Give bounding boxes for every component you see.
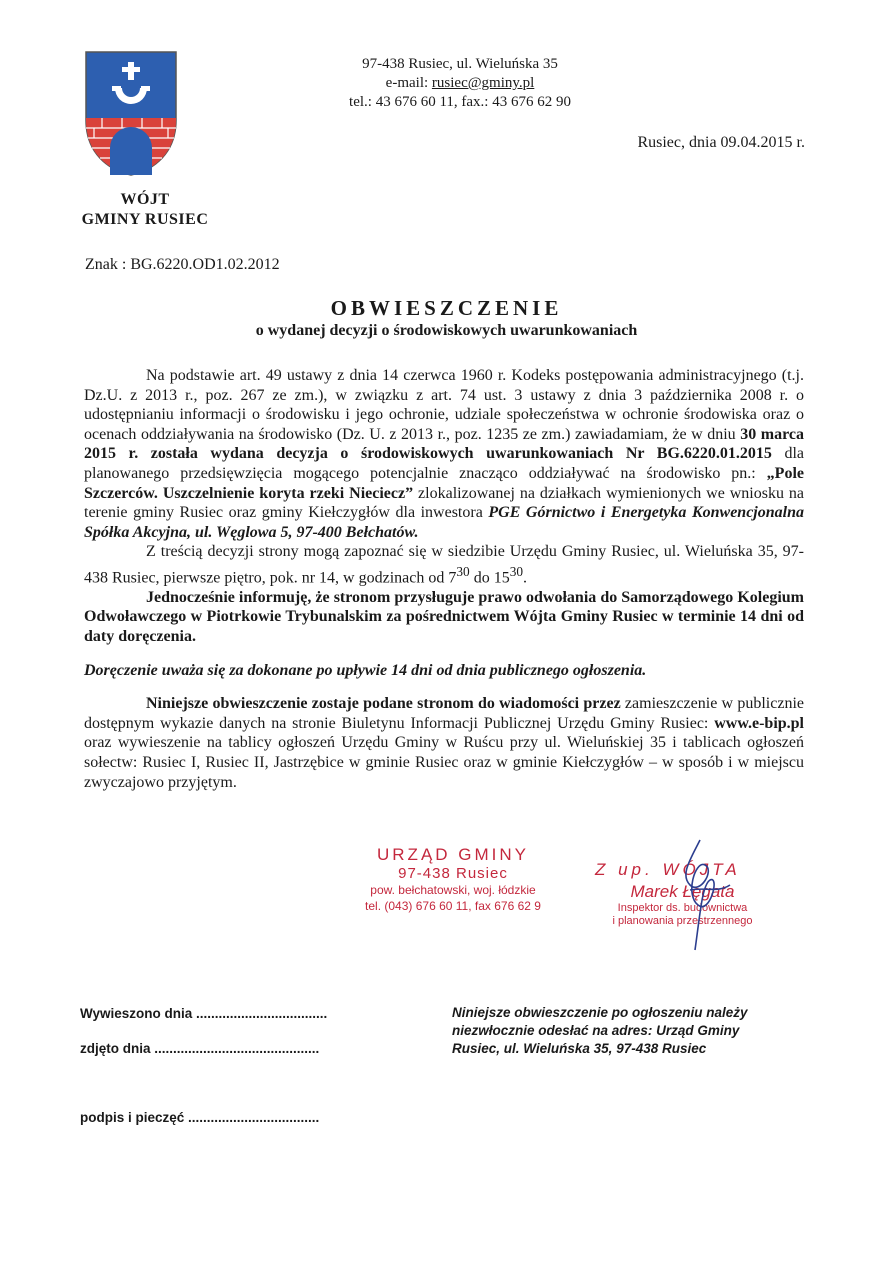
document-body bbox=[84, 366, 804, 792]
document-title: OBWIESZCZENIE bbox=[330, 296, 563, 320]
return-address-note: Niniejsze obwieszczenie po ogłoszeniu należy niezwłocznie odesłać na adres: Urząd Gminy Rusiec, ul. Wieluńska 35, 97-438 Rusiec bbox=[452, 1005, 748, 1056]
p5-text-a: Niniejsze obwieszczenie zostaje podane stronom do wiadomości przez bbox=[146, 695, 621, 713]
stamp-line-1: URZĄD GMINY bbox=[377, 845, 529, 864]
project-name: „Pole Szczerców. Uszczelnienie koryta rzeki Nieciecz” bbox=[84, 464, 804, 502]
municipal-coat-of-arms-icon bbox=[82, 48, 180, 178]
email-link[interactable]: rusiec@gminy.pl bbox=[431, 75, 535, 91]
paragraph-access bbox=[84, 542, 804, 588]
p1-text-c: dla planowanego przedsięwzięcia mogącego potencjalnie znacząco oddziaływać na środowisko pn.: bbox=[84, 445, 804, 482]
signature-field: podpis i pieczęć ................................... bbox=[80, 1110, 320, 1125]
investor-name: PGE Górnictwo i Energetyka Konwencjonalna Spółka Akcyjna, ul. Węglowa 5, 97-400 Bełchatów. bbox=[84, 504, 804, 541]
hours-from-minutes: 30 bbox=[456, 563, 470, 579]
phone-line: tel.: 43 676 60 11, fax.: 43 676 62 90 bbox=[349, 94, 571, 110]
p5-text-d: oraz wywieszenie na tablicy ogłoszeń Urzędu Gminy w Ruścu przy ul. Wieluńskiej 35 i tablicach ogłoszeń sołectw: Rusiec I, Rusiec II, Jastrzębice w gminie Rusiec oraz w gminie Kiełczygłów – w sposób i w miejscu zwyczajowo przyjętym. bbox=[84, 734, 804, 791]
address-line: 97-438 Rusiec, ul. Wieluńska 35 bbox=[362, 56, 558, 72]
email-label: e-mail: bbox=[385, 75, 432, 91]
paragraph-delivery bbox=[84, 661, 804, 681]
paragraph-legal-basis bbox=[84, 366, 804, 542]
p1-text-e: zlokalizowanej na działkach wymienionych we wniosku na terenie gminy Rusiec oraz gminy Kiełczygłów dla inwestora bbox=[84, 484, 805, 522]
stamp-line-3: pow. bełchatowski, woj. łódzkie bbox=[370, 883, 536, 897]
signature-stamp-line-2: Marek Łęgata bbox=[630, 882, 735, 901]
office-name: GMINY RUSIEC bbox=[81, 211, 209, 228]
stamp-line-4: tel. (043) 676 60 11, fax 676 62 9 bbox=[365, 899, 541, 913]
bip-link[interactable]: www.e-bip.pl bbox=[714, 714, 804, 732]
delivery-text: Doręczenie uważa się za dokonane po upływie 14 dni od dnia publicznego ogłoszenia. bbox=[84, 661, 647, 679]
decision-number: 30 marca 2015 r. została wydana decyzja o środowiskowych uwarunkowaniach Nr BG.6220.01.2015 bbox=[84, 425, 804, 463]
office-stamp bbox=[328, 845, 578, 914]
email-line bbox=[300, 74, 620, 93]
office-title: WÓJT bbox=[120, 191, 170, 208]
posted-date-field: Wywieszono dnia ................................... bbox=[80, 1006, 328, 1021]
p2-text-a: Z treścią decyzji strony mogą zapoznać się w siedzibie Urzędu Gminy Rusiec, ul. Wieluńska 35, 97-438 Rusiec, pierwsze piętro, pok. nr 14, w godzinach od 7 bbox=[84, 543, 804, 587]
signature-stamp-line-4: i planowania przestrzennego bbox=[612, 915, 753, 927]
letterhead-contact bbox=[300, 55, 620, 112]
p2-text-c: . bbox=[523, 569, 528, 587]
p2-text-b: do 15 bbox=[469, 569, 510, 587]
issuing-authority bbox=[70, 190, 220, 230]
p5-text-b: zamieszczenie w publicznie dostępnym wykazie danych na stronie Biuletynu Informacji Publicznej Urzędu Gminy Rusiec: bbox=[84, 695, 804, 732]
document-subtitle: o wydanej decyzji o środowiskowych uwarunkowaniach bbox=[255, 322, 638, 339]
signature-stamp-line-1: Z up. WÓJTA bbox=[595, 860, 741, 879]
handwritten-signature-icon bbox=[660, 835, 740, 955]
signature-stamp-line-3: Inspektor ds. budownictwa bbox=[617, 902, 748, 914]
paragraph-publication bbox=[84, 694, 804, 792]
reference-number: Znak : BG.6220.OD1.02.2012 bbox=[85, 256, 280, 273]
stamp-line-2: 97-438 Rusiec bbox=[398, 865, 508, 882]
hours-to-minutes: 30 bbox=[509, 563, 524, 579]
appeal-text: Jednocześnie informuję, że stronom przysługuje prawo odwołania do Samorządowego Kolegium Odwoławczego w Piotrkowie Trybunalskim za pośrednictwem Wójta Gminy Rusiec w terminie 14 dni od daty doręczenia. bbox=[84, 588, 804, 646]
p1-text-a: Na podstawie art. 49 ustawy z dnia 14 czerwca 1960 r. Kodeks postępowania administracyjnego (t.j. Dz.U. z 2013 r., poz. 267 ze zm.), w związku z art. 74 ust. 3 ustawy z dnia 3 października 2008 r. o udostępnianiu informacji o środowisku i jego ochronie, udziale społeczeństwa w ochronie środowiska oraz o ocenach oddziaływania na środowisko (Dz. U. z 2013 r., poz. 1235 ze zm.) zawiadamiam, że w dniu bbox=[84, 367, 804, 443]
removed-date-field: zdjęto dnia ............................................ bbox=[80, 1041, 320, 1056]
document-date: Rusiec, dnia 09.04.2015 r. bbox=[637, 134, 805, 151]
paragraph-appeal bbox=[84, 588, 804, 647]
